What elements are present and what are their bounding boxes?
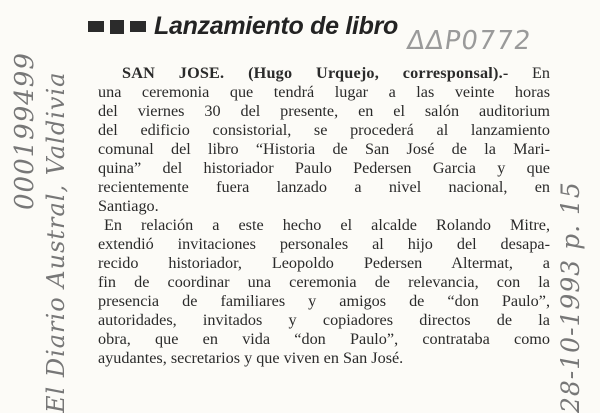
article-line: del edificio consistorial, se procederá al lanzamiento [98, 121, 550, 139]
article-body [98, 64, 550, 368]
article-line: comunal del libro “Historia de San José de la Mari- [98, 140, 550, 158]
headline [88, 12, 398, 41]
article-text: En [532, 64, 550, 82]
article-line: recido historiador, Leopoldo Pedersen Altermat, a [98, 254, 550, 272]
handwritten-date-note: 28-10-1993 p. 15 [556, 181, 585, 413]
article-line: En relación a este hecho el alcalde Rolando Mitre, [104, 216, 550, 234]
article-line: recientemente fuera lanzado a nivel nacional, en [98, 178, 550, 196]
article-line: quina” del historiador Paulo Pedersen Garcia y que [98, 159, 550, 177]
article-paragraph-2 [98, 216, 550, 368]
article-line [98, 64, 550, 83]
headline-bar-icon [130, 21, 146, 32]
handwritten-source-note: El Diario Austral, Valdivia [42, 71, 70, 413]
article-line: una ceremonia que tendrá lugar a las veinte horas [98, 83, 550, 101]
article-line: presencia de familiares y amigos de “don Paulo”, [98, 292, 550, 310]
archive-stamp: ΔΔP0772 [404, 26, 534, 56]
article-dateline: SAN JOSE. (Hugo Urquejo, corresponsal).- [122, 64, 509, 82]
article-line: Santiago. [98, 197, 159, 215]
handwritten-catalog-number: 000199499 [10, 52, 40, 210]
article-line: fin de coordinar una ceremonia de relevancia, con la [98, 273, 550, 291]
article-line: autoridades, invitados y copiadores directos de la [98, 311, 550, 329]
article-line: ayudantes, secretarios y que viven en San José. [98, 349, 404, 367]
article-paragraph-1 [98, 64, 550, 216]
headline-bar-icon [88, 21, 104, 32]
article-line: del viernes 30 del presente, en el salón auditorium [98, 102, 550, 120]
article-line: extendió invitaciones personales al hijo del desapa- [98, 235, 550, 253]
headline-title: Lanzamiento de libro [154, 12, 399, 40]
headline-square-icon [110, 20, 124, 34]
article-line: obra, que en vida “don Paulo”, contrataba como [98, 330, 550, 348]
